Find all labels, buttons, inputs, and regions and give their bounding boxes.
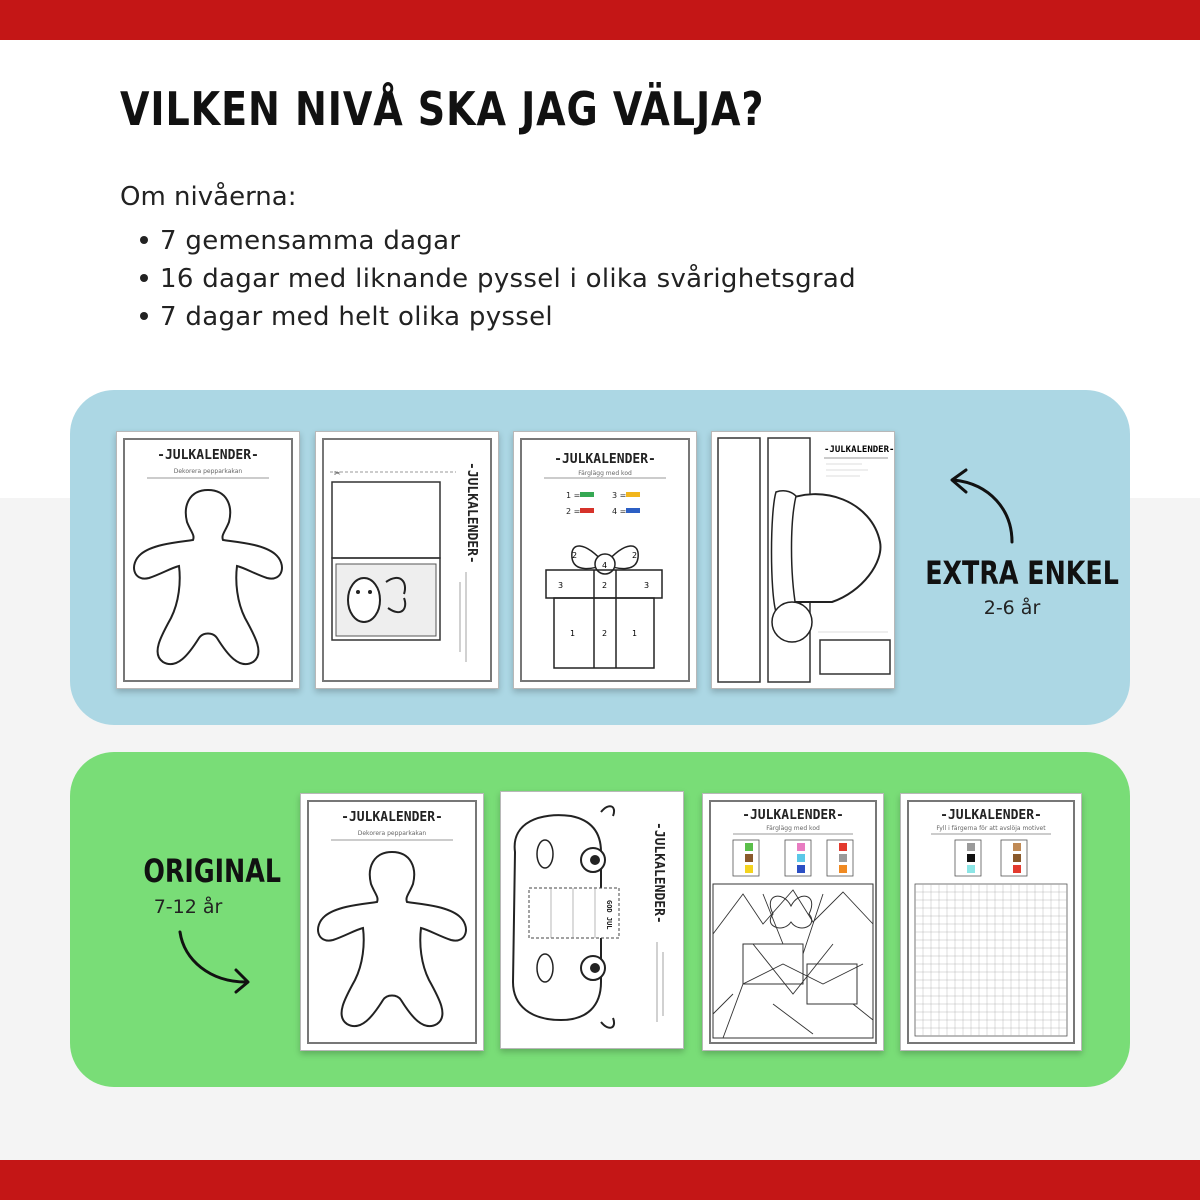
bullet-icon <box>140 312 148 320</box>
level-age-original: 7-12 år <box>153 896 223 918</box>
svg-text:1: 1 <box>570 629 576 638</box>
worksheet-card-easy <box>315 431 499 689</box>
worksheet-gingerbread-original <box>300 793 484 1051</box>
worksheet-subtitle: Dekorera pepparkakan <box>357 830 427 837</box>
svg-text:4 =: 4 = <box>612 507 627 516</box>
svg-text:3: 3 <box>558 581 564 590</box>
worksheet-gingerbread-easy <box>116 431 300 689</box>
curved-arrow-icon <box>170 926 260 996</box>
level-age-extra-enkel: 2-6 år <box>983 597 1041 619</box>
present-icon <box>514 432 696 688</box>
color-by-number-icon <box>703 794 883 1050</box>
intro-heading: Om nivåerna: <box>120 182 297 212</box>
worksheet-heading-vertical: -JULKALENDER- <box>651 822 666 924</box>
svg-text:2: 2 <box>602 581 608 590</box>
worksheet-mask-original <box>500 791 684 1049</box>
svg-text:1: 1 <box>632 629 638 638</box>
bottom-red-band <box>0 1160 1200 1200</box>
worksheet-heading: -JULKALENDER- <box>554 452 656 467</box>
svg-text:3 =: 3 = <box>612 491 627 500</box>
bullet-icon <box>140 274 148 282</box>
svg-text:3: 3 <box>644 581 650 590</box>
svg-text:✂: ✂ <box>334 469 341 478</box>
gingerbread-icon <box>301 794 483 1050</box>
list-item: 7 dagar med helt olika pyssel <box>140 298 856 336</box>
worksheet-present-easy <box>513 431 697 689</box>
svg-text:1 =: 1 = <box>566 491 581 500</box>
intro-list <box>140 222 856 336</box>
worksheet-hat-easy <box>711 431 895 689</box>
svg-text:2 =: 2 = <box>566 507 581 516</box>
bullet-icon <box>140 236 148 244</box>
list-item: 16 dagar med liknande pyssel i olika svårighetsgrad <box>140 260 856 298</box>
color-grid-icon <box>901 794 1081 1050</box>
svg-text:-JULKALENDER-: -JULKALENDER- <box>824 445 894 455</box>
worksheet-subtitle: Dekorera pepparkakan <box>173 468 243 475</box>
worksheet-heading-vertical: -JULKALENDER- <box>464 462 479 564</box>
worksheet-heading: -JULKALENDER- <box>157 448 259 463</box>
svg-text:2: 2 <box>572 551 578 560</box>
list-item: 7 gemensamma dagar <box>140 222 856 260</box>
curved-arrow-icon <box>940 462 1030 552</box>
santa-hat-icon <box>712 432 894 688</box>
svg-text:4: 4 <box>602 561 608 570</box>
worksheet-subtitle: Fyll i färgerna för att avslöja motivet <box>936 825 1046 832</box>
svg-text:2: 2 <box>602 629 608 638</box>
worksheet-subtitle: Färglägg med kod <box>766 825 820 832</box>
worksheet-color-code-original <box>702 793 884 1051</box>
mask-text: GOD JUL <box>605 900 613 930</box>
worksheet-subtitle: Färglägg med kod <box>578 470 632 477</box>
worksheet-heading: -JULKALENDER- <box>341 810 443 825</box>
worksheet-heading: -JULKALENDER- <box>940 808 1042 823</box>
worksheet-heading: -JULKALENDER- <box>742 808 844 823</box>
level-name-original: ORIGINAL <box>143 852 282 890</box>
level-name-extra-enkel: EXTRA ENKEL <box>925 554 1119 592</box>
page-title: VILKEN NIVÅ SKA JAG VÄLJA? <box>120 82 765 136</box>
svg-text:2: 2 <box>632 551 638 560</box>
top-red-band <box>0 0 1200 40</box>
gingerbread-icon <box>117 432 299 688</box>
worksheet-grid-original <box>900 793 1082 1051</box>
